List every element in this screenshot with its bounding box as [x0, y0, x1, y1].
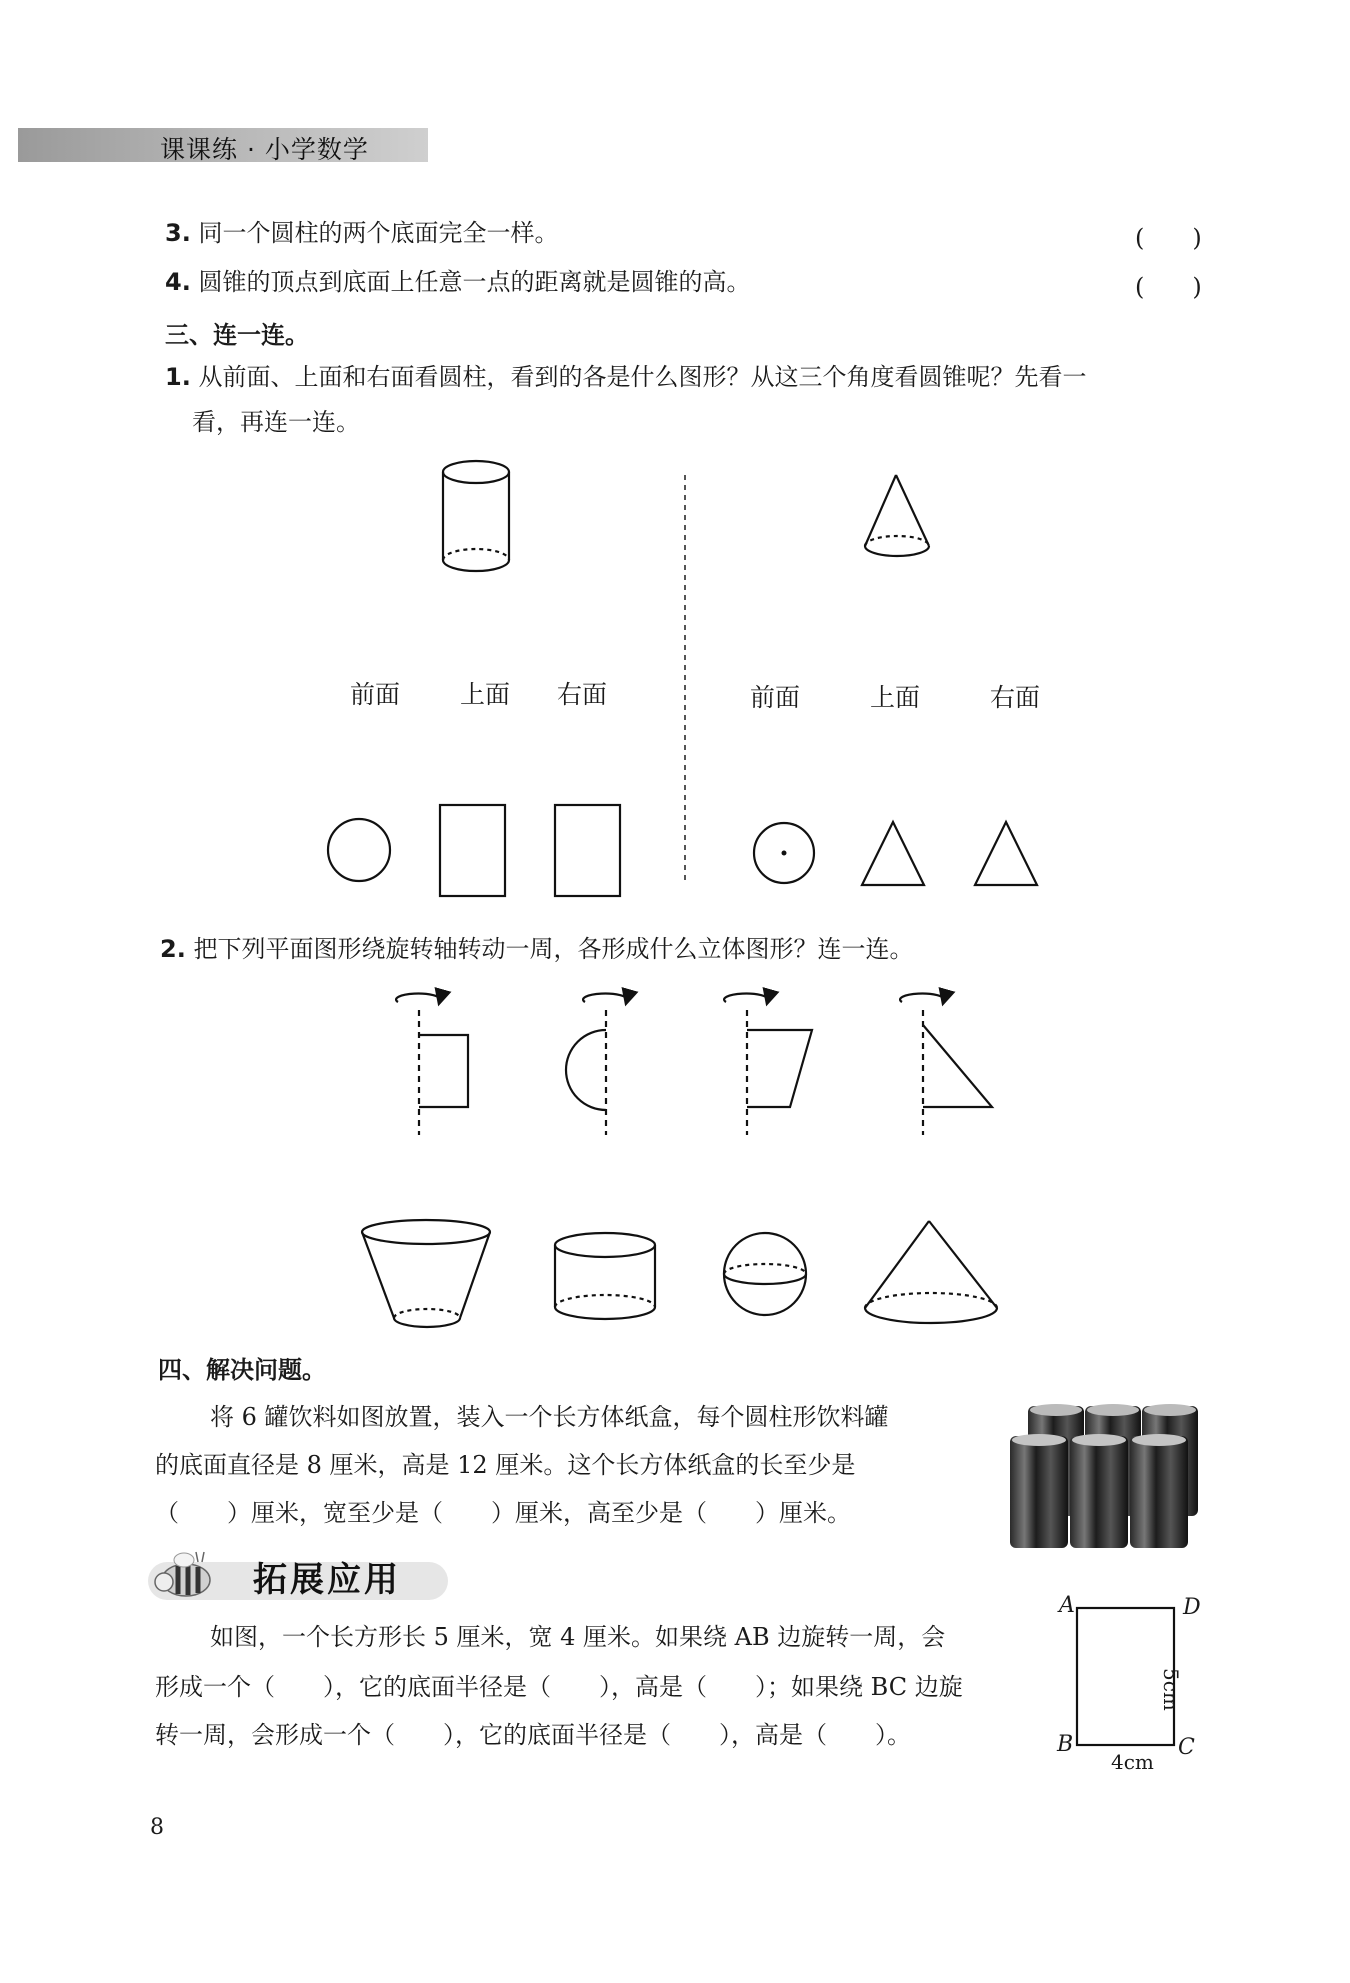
extension-line-2: 形成一个（ ），它的底面半径是（ ），高是（ ）；如果绕 BC 边旋: [155, 1673, 963, 1701]
problem-4-line-2: 的底面直径是 8 厘米，高是 12 厘米。这个长方体纸盒的长至少是: [155, 1451, 856, 1479]
height-label: 5cm: [1159, 1668, 1183, 1711]
label-front-right: 前面: [750, 683, 801, 712]
question-3-2: 2. 把下列平面图形绕旋转轴转动一周，各形成什么立体图形？连一连。: [160, 935, 914, 963]
rotation-figure-semicircle: [566, 994, 627, 1135]
section-3-title: 三、连一连。: [165, 321, 309, 349]
section-4-title: 四、解决问题。: [158, 1356, 326, 1384]
extension-title: 拓展应用: [253, 1560, 401, 1600]
judge-item-4-text: 圆锥的顶点到底面上任意一点的距离就是圆锥的高。: [198, 268, 751, 296]
width-label: 4cm: [1111, 1750, 1154, 1774]
answer-bracket-4[interactable]: ( ): [1135, 273, 1202, 301]
answer-bracket-3[interactable]: ( ): [1135, 224, 1202, 252]
vertex-b-label: B: [1057, 1732, 1074, 1757]
extension-line-3: 转一周，会形成一个（ ），它的底面半径是（ ），高是（ ）。: [155, 1721, 911, 1749]
label-front-left: 前面: [350, 680, 401, 709]
cylinder-solid: [555, 1233, 655, 1319]
problem-4-line-3: （ ）厘米，宽至少是（ ）厘米，高至少是（ ）厘米。: [155, 1499, 851, 1527]
extension-line-1: 如图，一个长方形长 5 厘米，宽 4 厘米。如果绕 AB 边旋转一周，会: [210, 1623, 946, 1651]
running-header: 课课练 · 小学数学: [160, 135, 369, 164]
question-3-1: 1. 从前面、上面和右面看圆柱，看到的各是什么图形？从这三个角度看圆锥呢？先看一: [165, 363, 1087, 391]
drink-cans-image: [1010, 1400, 1210, 1550]
problem-4-line-1: 将 6 罐饮料如图放置，装入一个长方体纸盒，每个圆柱形饮料罐: [210, 1403, 889, 1431]
judge-item-3-text: 同一个圆柱的两个底面完全一样。: [198, 219, 559, 247]
judge-item-4: 4. 圆锥的顶点到底面上任意一点的距离就是圆锥的高。: [165, 268, 751, 296]
rotation-figure-trapezoid: [724, 994, 812, 1135]
page-number: 8: [150, 1815, 164, 1840]
frustum-solid: [362, 1220, 490, 1327]
bee-icon: [155, 1552, 210, 1596]
judge-item-3: 3. 同一个圆柱的两个底面完全一样。: [165, 219, 559, 247]
sphere-solid: [724, 1233, 806, 1315]
label-right-left: 右面: [557, 680, 608, 709]
vertex-a-label: A: [1059, 1593, 1075, 1618]
cone-solid: [865, 1221, 997, 1323]
vertex-c-label: C: [1178, 1735, 1195, 1760]
label-right-right: 右面: [990, 683, 1041, 712]
label-top-left: 上面: [460, 680, 511, 709]
vertex-d-label: D: [1183, 1595, 1201, 1620]
label-top-right: 上面: [870, 683, 921, 712]
rotation-figure-rectangle: [396, 994, 468, 1135]
question-3-1-line2: 看，再连一连。: [192, 408, 360, 436]
rotation-figure-triangle: [900, 994, 992, 1135]
